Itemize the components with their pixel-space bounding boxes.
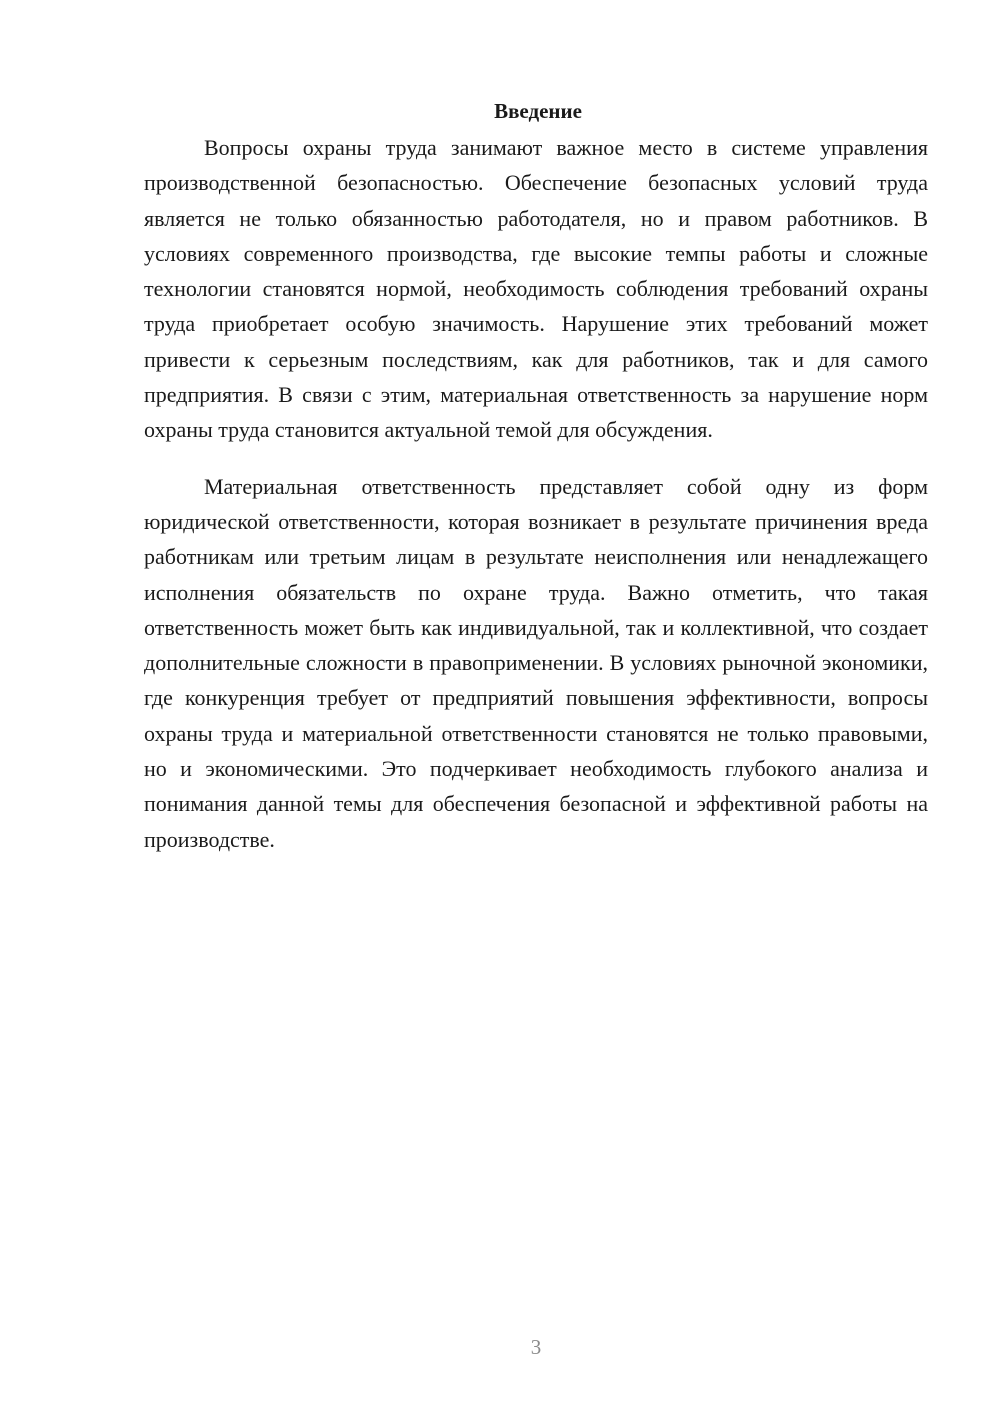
paragraph-2: Материальная ответственность представляет собой одну из форм юридической ответственности, которая возникает в результате причинения вреда работникам или третьим лицам в результате неисполнения или ненадлежащего исполнения обязательств по охране труда. Важно отметить, что такая ответственность может быть как индивидуальной, так и коллективной, что создает дополнительные сложности в правоприменении. В условиях рыночной экономики, где конкуренция требует от предприятий повышения эффективности, вопросы охраны труда и материальной ответственности становятся не только правовыми, но и экономическими. Это подчеркивает необходимость глубокого анализа и понимания данной темы для обеспечения безопасной и эффективной работы на производстве. — [144, 473, 928, 852]
page-content — [144, 96, 928, 857]
page-number: 3 — [530, 1335, 542, 1359]
section-heading: Введение — [494, 99, 582, 123]
paragraph-1: Вопросы охраны труда занимают важное место в системе управления производственной безопасностью. Обеспечение безопасных условий труда является не только обязанностью работодателя, но и правом работников. В условиях современного производства, где высокие темпы работы и сложные технологии становятся нормой, необходимость соблюдения требований охраны труда приобретает особую значимость. Нарушение этих требований может привести к серьезным последствиям, как для работников, так и для самого предприятия. В связи с этим, материальная ответственность за нарушение норм охраны труда становится актуальной темой для обсуждения. — [144, 135, 928, 443]
